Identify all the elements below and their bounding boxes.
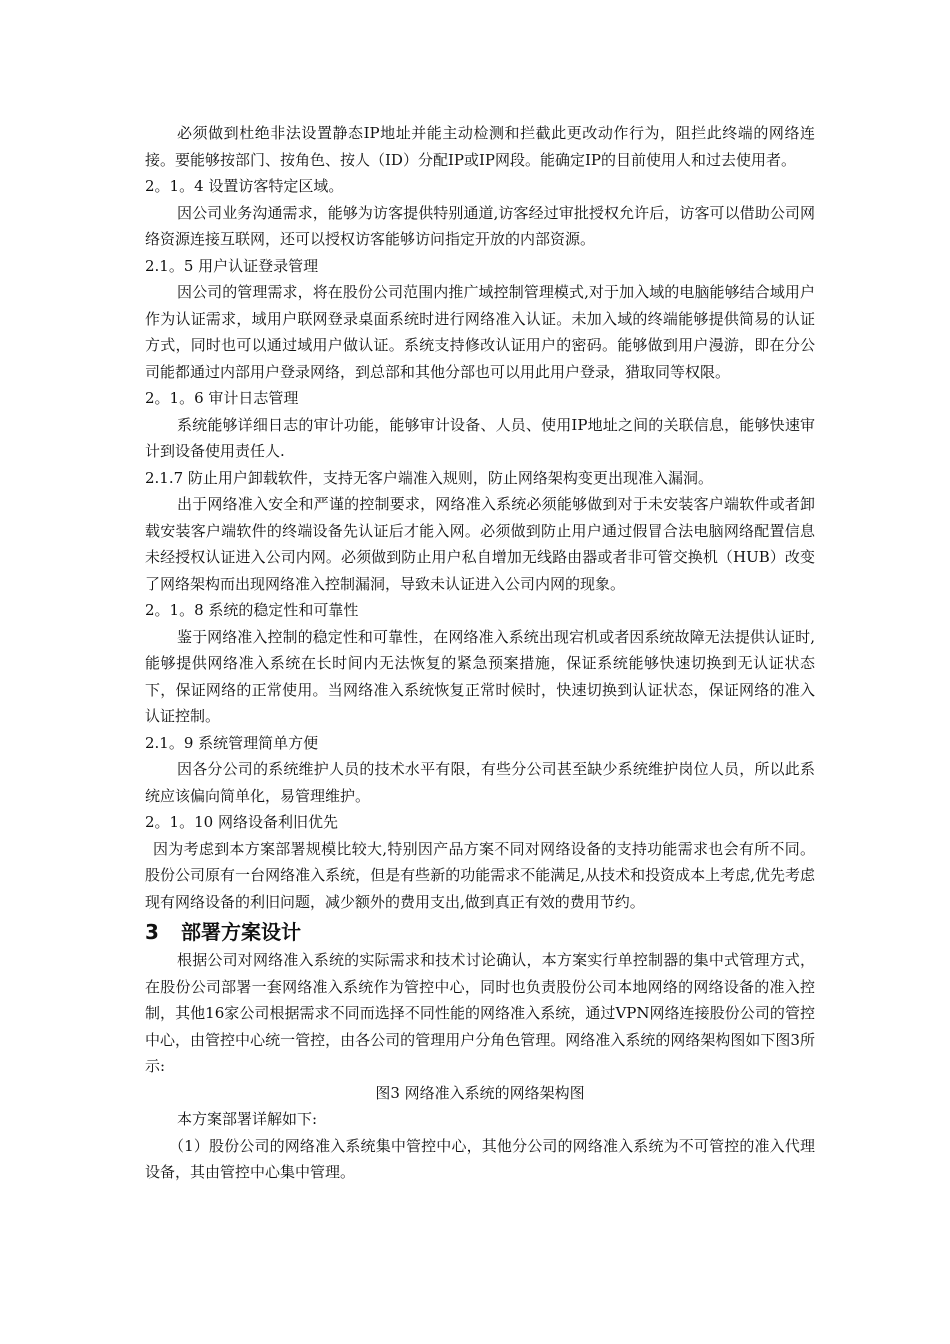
section-heading-3 (145, 918, 815, 946)
paragraph-user-auth: 因公司的管理需求，将在股份公司范围内推广域控制管理模式,对于加入域的电脑能够结合域用户作为认证需求，域用户联网登录桌面系统时进行网络准入认证。未加入域的终端能够提供简易的认证方式，同时也可以通过域用户做认证。系统支持修改认证用户的密码。能够做到用户漫游，即在分公司能都通过内部用户登录网络，到总部和其他分部也可以用此用户登录，猎取同等权限。 (145, 283, 815, 381)
paragraph-visitor-area: 因公司业务沟通需求，能够为访客提供特别通道,访客经过审批授权允许后，访客可以借助公司网络资源连接互联网，还可以授权访客能够访问指定开放的内部资源。 (145, 203, 815, 248)
heading-2-1-6: 2。1。6 审计日志管理 (145, 389, 299, 407)
paragraph-deployment-intro: 本方案部署详解如下: (177, 1110, 318, 1128)
paragraph-audit-log: 系统能够详细日志的审计功能，能够审计设备、人员、使用IP地址之间的关联信息，能够快速审计到设备使用责任人. (145, 415, 815, 460)
heading-2-1-5: 2.1。5 用户认证登录管理 (145, 256, 319, 275)
paragraph-device-reuse: 因为考虑到本方案部署规模比较大,特别因产品方案不同对网络设备的支持功能需求也会有所不同。股份公司原有一台网络准入系统，但是有些新的功能需求不能满足,从技术和投资成本上考虑,优先考虑现有网络设备的利旧问题，减少额外的费用支出,做到真正有效的费用节约。 (145, 839, 815, 911)
section-title: 部署方案设计 (181, 920, 301, 944)
document-page (145, 120, 815, 1186)
heading-2-1-7: 2.1.7 防止用户卸载软件，支持无客户端准入规则，防止网络架构变更出现准入漏洞。 (145, 468, 713, 487)
figure-caption: 图3 网络准入系统的网络架构图 (375, 1083, 585, 1102)
paragraph-deployment-design: 根据公司对网络准入系统的实际需求和技术讨论确认，本方案实行单控制器的集中式管理方式，在股份公司部署一套网络准入系统作为管控中心，同时也负责股份公司本地网络的网络设备的准入控制，其他16家公司根据需求不同而选择不同性能的网络准入系统，通过VPN网络连接股份公司的管控中心，由管控中心统一管控，由各公司的管理用户分角色管理。网络准入系统的网络架构图如下图3所示: (145, 951, 815, 1075)
heading-2-1-8: 2。1。8 系统的稳定性和可靠性 (145, 601, 359, 619)
paragraph-stability: 鉴于网络准入控制的稳定性和可靠性，在网络准入系统出现宕机或者因系统故障无法提供认证时,能够提供网络准入系统在长时间内无法恢复的紧急预案措施，保证系统能够快速切换到无认证状态下，保证网络的正常使用。当网络准入系统恢复正常时候时，快速切换到认证状态，保证网络的准入认证控制。 (145, 627, 815, 725)
paragraph-deployment-item-1: （1）股份公司的网络准入系统集中管控中心，其他分公司的网络准入系统为不可管控的准入代理设备，其由管控中心集中管理。 (145, 1136, 815, 1181)
paragraph-static-ip: 必须做到杜绝非法设置静态IP地址并能主动检测和拦截此更改动作行为，阻拦此终端的网络连接。要能够按部门、按角色、按人（ID）分配IP或IP网段。能确定IP的目前使用人和过去使用者。 (145, 124, 815, 169)
section-number: 3 (145, 920, 159, 944)
paragraph-uninstall-prevention: 出于网络准入安全和严谨的控制要求，网络准入系统必须能够做到对于未安装客户端软件或者卸载安装客户端软件的终端设备先认证后才能入网。必须做到防止用户通过假冒合法电脑网络配置信息未经授权认证进入公司内网。必须做到防止用户私自增加无线路由器或者非可管交换机（HUB）改变了网络架构而出现网络准入控制漏洞，导致未认证进入公司内网的现象。 (145, 495, 815, 593)
paragraph-simple-management: 因各分公司的系统维护人员的技术水平有限，有些分公司甚至缺少系统维护岗位人员，所以此系统应该偏向简单化，易管理维护。 (145, 760, 815, 805)
heading-2-1-4: 2。1。4 设置访客特定区域。 (145, 177, 344, 195)
heading-2-1-10: 2。1。10 网络设备利旧优先 (145, 813, 338, 831)
heading-2-1-9: 2.1。9 系统管理简单方便 (145, 733, 319, 752)
